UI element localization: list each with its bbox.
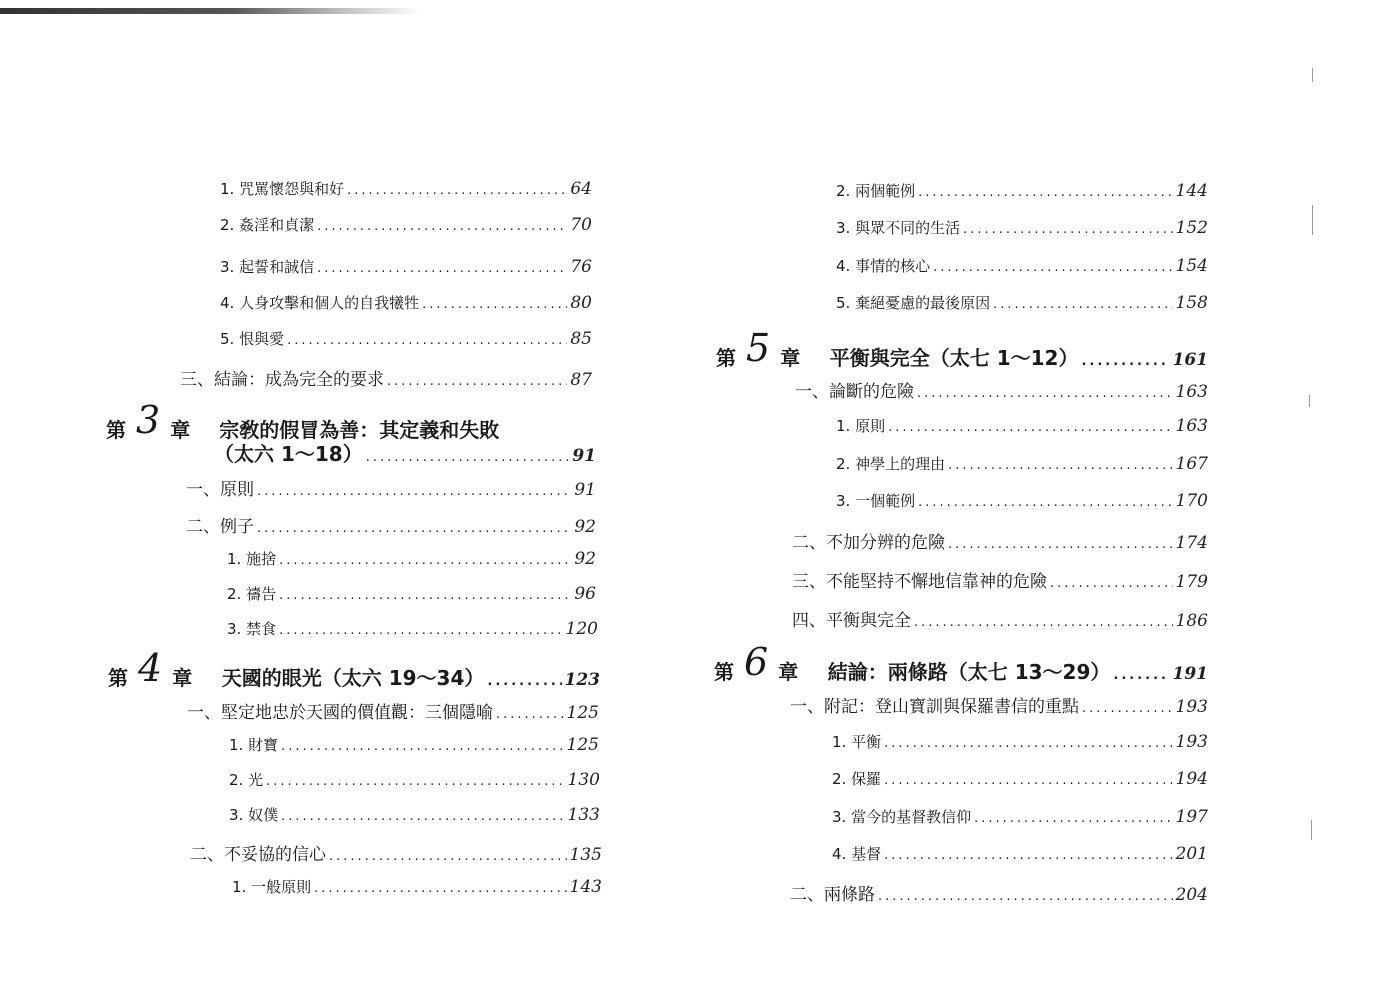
dot-leader [963, 222, 1172, 237]
chapter-prefix: 第 [714, 660, 734, 684]
toc-entry-label: 3. 與眾不同的生活 [836, 219, 961, 237]
toc-entry-label: 二、不加分辨的危險 [792, 533, 945, 553]
chapter-6-heading[interactable] [714, 640, 1208, 688]
chapter-prefix: 第 [716, 346, 736, 370]
dot-leader [1082, 701, 1173, 716]
chapter-label [108, 646, 485, 694]
dot-leader [948, 458, 1172, 473]
toc-entry[interactable] [220, 214, 592, 235]
toc-page-number: 125 [566, 735, 599, 755]
toc-page-number: 80 [570, 293, 592, 313]
toc-page-number: 163 [1175, 382, 1208, 402]
toc-page-number: 179 [1175, 572, 1208, 592]
toc-page-number: 158 [1175, 293, 1208, 313]
toc-page-number: 191 [1172, 664, 1208, 684]
toc-entry-label: 2. 禱告 [227, 585, 277, 603]
toc-entry-label: 二、兩條路 [790, 885, 875, 905]
toc-page-number: 163 [1175, 416, 1208, 436]
right-page [700, 0, 1400, 991]
chapter-title: 天國的眼光（太六 19～34） [221, 666, 485, 690]
toc-entry[interactable] [190, 840, 602, 865]
toc-entry[interactable] [227, 548, 596, 569]
toc-entry[interactable] [836, 180, 1208, 201]
toc-page-number: 120 [565, 619, 598, 639]
toc-page-number: 161 [1172, 350, 1208, 370]
dot-leader [487, 674, 561, 689]
toc-entry-label: 2. 姦淫和貞潔 [220, 216, 315, 234]
dot-leader [257, 484, 571, 499]
toc-entry[interactable] [792, 606, 1208, 631]
dot-leader [974, 811, 1172, 826]
dot-leader [948, 537, 1173, 552]
toc-entry[interactable] [227, 583, 596, 604]
toc-entry-label: 3. 奴僕 [229, 806, 279, 824]
toc-entry-label: 1. 財寶 [229, 736, 279, 754]
toc-page-number: 135 [569, 845, 602, 865]
chapter-suffix: 章 [778, 660, 799, 684]
toc-page-number: 64 [570, 179, 592, 199]
dot-leader [257, 521, 571, 536]
toc-entry[interactable] [832, 768, 1208, 789]
toc-entry[interactable] [220, 256, 592, 277]
dot-leader [281, 809, 564, 824]
toc-entry[interactable] [792, 567, 1208, 592]
dot-leader [933, 260, 1172, 275]
toc-entry[interactable] [220, 328, 592, 349]
toc-entry[interactable] [790, 692, 1208, 717]
toc-entry-label: 一、附記：登山寶訓與保羅書信的重點 [790, 697, 1079, 717]
toc-entry[interactable] [836, 453, 1208, 474]
toc-page-number: 194 [1175, 769, 1208, 789]
toc-page-number: 201 [1175, 844, 1208, 864]
dot-leader [422, 297, 567, 312]
dot-leader [914, 615, 1173, 630]
toc-page-number: 167 [1175, 454, 1208, 474]
toc-page-number: 197 [1175, 807, 1208, 827]
toc-page-number: 91 [572, 446, 596, 466]
toc-page-number: 125 [566, 703, 599, 723]
dot-leader [1113, 668, 1169, 683]
toc-entry[interactable] [832, 843, 1208, 864]
toc-entry-label: 2. 保羅 [832, 770, 882, 788]
toc-page-number: 152 [1175, 218, 1208, 238]
toc-page-number: 170 [1175, 491, 1208, 511]
toc-entry-label: 三、結論：成為完全的要求 [180, 370, 384, 390]
toc-entry-label: 5. 棄絕憂慮的最後原因 [836, 294, 991, 312]
toc-entry[interactable] [229, 804, 600, 825]
chapter-number: 6 [744, 640, 769, 684]
toc-entry[interactable] [832, 806, 1208, 827]
chapter-prefix: 第 [106, 418, 126, 442]
toc-page-number: 70 [570, 215, 592, 235]
toc-entry[interactable] [836, 292, 1208, 313]
toc-page-number: 133 [567, 805, 600, 825]
dot-leader [287, 333, 567, 348]
toc-entry[interactable] [229, 769, 600, 790]
dot-leader [279, 553, 571, 568]
dot-leader [279, 588, 571, 603]
chapter-number: 4 [138, 646, 163, 690]
dot-leader [888, 420, 1172, 435]
chapter-suffix: 章 [172, 666, 193, 690]
dot-leader [387, 374, 567, 389]
toc-entry-label: 二、例子 [186, 517, 254, 537]
toc-page-number: 154 [1175, 256, 1208, 276]
toc-page-number: 204 [1175, 885, 1208, 905]
toc-entry-label: 2. 光 [229, 771, 264, 789]
chapter-label [714, 640, 1111, 688]
toc-page-number: 193 [1175, 732, 1208, 752]
dot-leader [314, 881, 566, 896]
dot-leader [993, 297, 1172, 312]
toc-page-number: 143 [569, 877, 602, 897]
dot-leader [884, 736, 1172, 751]
chapter-number: 5 [746, 326, 771, 370]
dot-leader [884, 848, 1172, 863]
toc-entry-label: 四、平衡與完全 [792, 611, 911, 631]
toc-entry[interactable] [229, 734, 599, 755]
dot-leader [366, 450, 570, 465]
toc-entry[interactable] [186, 475, 596, 500]
toc-entry-label: 4. 人身攻擊和個人的自我犧牲 [220, 294, 420, 312]
dot-leader [1050, 576, 1173, 591]
dot-leader [347, 183, 567, 198]
toc-page-number: 92 [574, 549, 596, 569]
dot-leader [918, 185, 1172, 200]
chapter-4-heading[interactable] [108, 646, 600, 694]
toc-entry-label: 5. 恨與愛 [220, 330, 285, 348]
dot-leader [884, 773, 1172, 788]
dot-leader [266, 774, 564, 789]
toc-entry-label: 1. 一般原則 [232, 878, 312, 896]
toc-page-number: 123 [564, 670, 600, 690]
dot-leader [279, 623, 562, 638]
toc-entry-label: 3. 一個範例 [836, 492, 916, 510]
toc-entry[interactable] [790, 880, 1208, 905]
toc-entry-label: 2. 兩個範例 [836, 182, 916, 200]
toc-entry[interactable] [836, 217, 1208, 238]
toc-page-number: 92 [574, 517, 596, 537]
toc-page-number: 96 [574, 584, 596, 604]
toc-entry-label: 二、不妥協的信心 [190, 845, 326, 865]
toc-entry-label: 3. 禁食 [227, 620, 277, 638]
dot-leader [317, 219, 567, 234]
toc-entry-label: 1. 平衡 [832, 733, 882, 751]
chapter-title: 結論：兩條路（太七 13～29） [827, 660, 1111, 684]
toc-entry[interactable] [186, 512, 596, 537]
toc-entry[interactable] [232, 876, 602, 897]
chapter-title: 宗敎的假冒為善：其定義和失敗 [219, 418, 500, 442]
toc-entry-label: 三、不能堅持不懈地信靠神的危險 [792, 572, 1047, 592]
chapter-5-heading[interactable] [716, 326, 1208, 374]
toc-entry-label: 1. 原則 [836, 417, 886, 435]
toc-page-number: 130 [567, 770, 600, 790]
dot-leader [918, 495, 1172, 510]
dot-leader [329, 849, 567, 864]
toc-page-number: 91 [574, 480, 596, 500]
toc-entry[interactable] [836, 490, 1208, 511]
toc-entry-label: 4. 基督 [832, 845, 882, 863]
toc-entry[interactable] [836, 415, 1208, 436]
toc-page-number: 186 [1175, 611, 1208, 631]
toc-entry-label: 3. 當今的基督教信仰 [832, 808, 972, 826]
toc-entry[interactable] [792, 528, 1208, 553]
dot-leader [281, 739, 563, 754]
toc-entry-label: 3. 起誓和誠信 [220, 258, 315, 276]
toc-entry[interactable] [795, 377, 1208, 402]
toc-entry-label: 2. 神學上的理由 [836, 455, 946, 473]
chapter-subtitle: （太六 1～18） [214, 442, 363, 466]
chapter-suffix: 章 [170, 418, 191, 442]
toc-entry[interactable] [220, 178, 592, 199]
toc-page-number: 76 [570, 257, 592, 277]
chapter-3-subtitle-line[interactable] [214, 438, 596, 467]
toc-page-number: 85 [570, 329, 592, 349]
toc-entry[interactable] [187, 698, 599, 723]
chapter-title: 平衡與完全（太七 1～12） [829, 346, 1079, 370]
chapter-prefix: 第 [108, 666, 128, 690]
toc-entry[interactable] [180, 365, 592, 390]
toc-entry-label: 一、堅定地忠於天國的價值觀：三個隱喻 [187, 703, 493, 723]
toc-entry-label: 1. 施捨 [227, 550, 277, 568]
toc-entry[interactable] [836, 255, 1208, 276]
chapter-number: 3 [136, 398, 161, 442]
toc-page-number: 174 [1175, 533, 1208, 553]
toc-page-number: 144 [1175, 181, 1208, 201]
dot-leader [496, 707, 564, 722]
toc-entry[interactable] [832, 731, 1208, 752]
toc-entry[interactable] [227, 618, 598, 639]
toc-entry-label: 一、論斷的危險 [795, 382, 914, 402]
chapter-suffix: 章 [780, 346, 801, 370]
toc-page-number: 193 [1175, 697, 1208, 717]
toc-entry-label: 1. 咒罵懷怨與和好 [220, 180, 345, 198]
dot-leader [878, 889, 1173, 904]
toc-entry-label: 4. 事情的核心 [836, 257, 931, 275]
dot-leader [917, 386, 1173, 401]
toc-page-number: 87 [570, 370, 592, 390]
chapter-label [716, 326, 1079, 374]
dot-leader [317, 261, 567, 276]
toc-entry[interactable] [220, 292, 592, 313]
dot-leader [1081, 354, 1169, 369]
toc-entry-label: 一、原則 [186, 480, 254, 500]
